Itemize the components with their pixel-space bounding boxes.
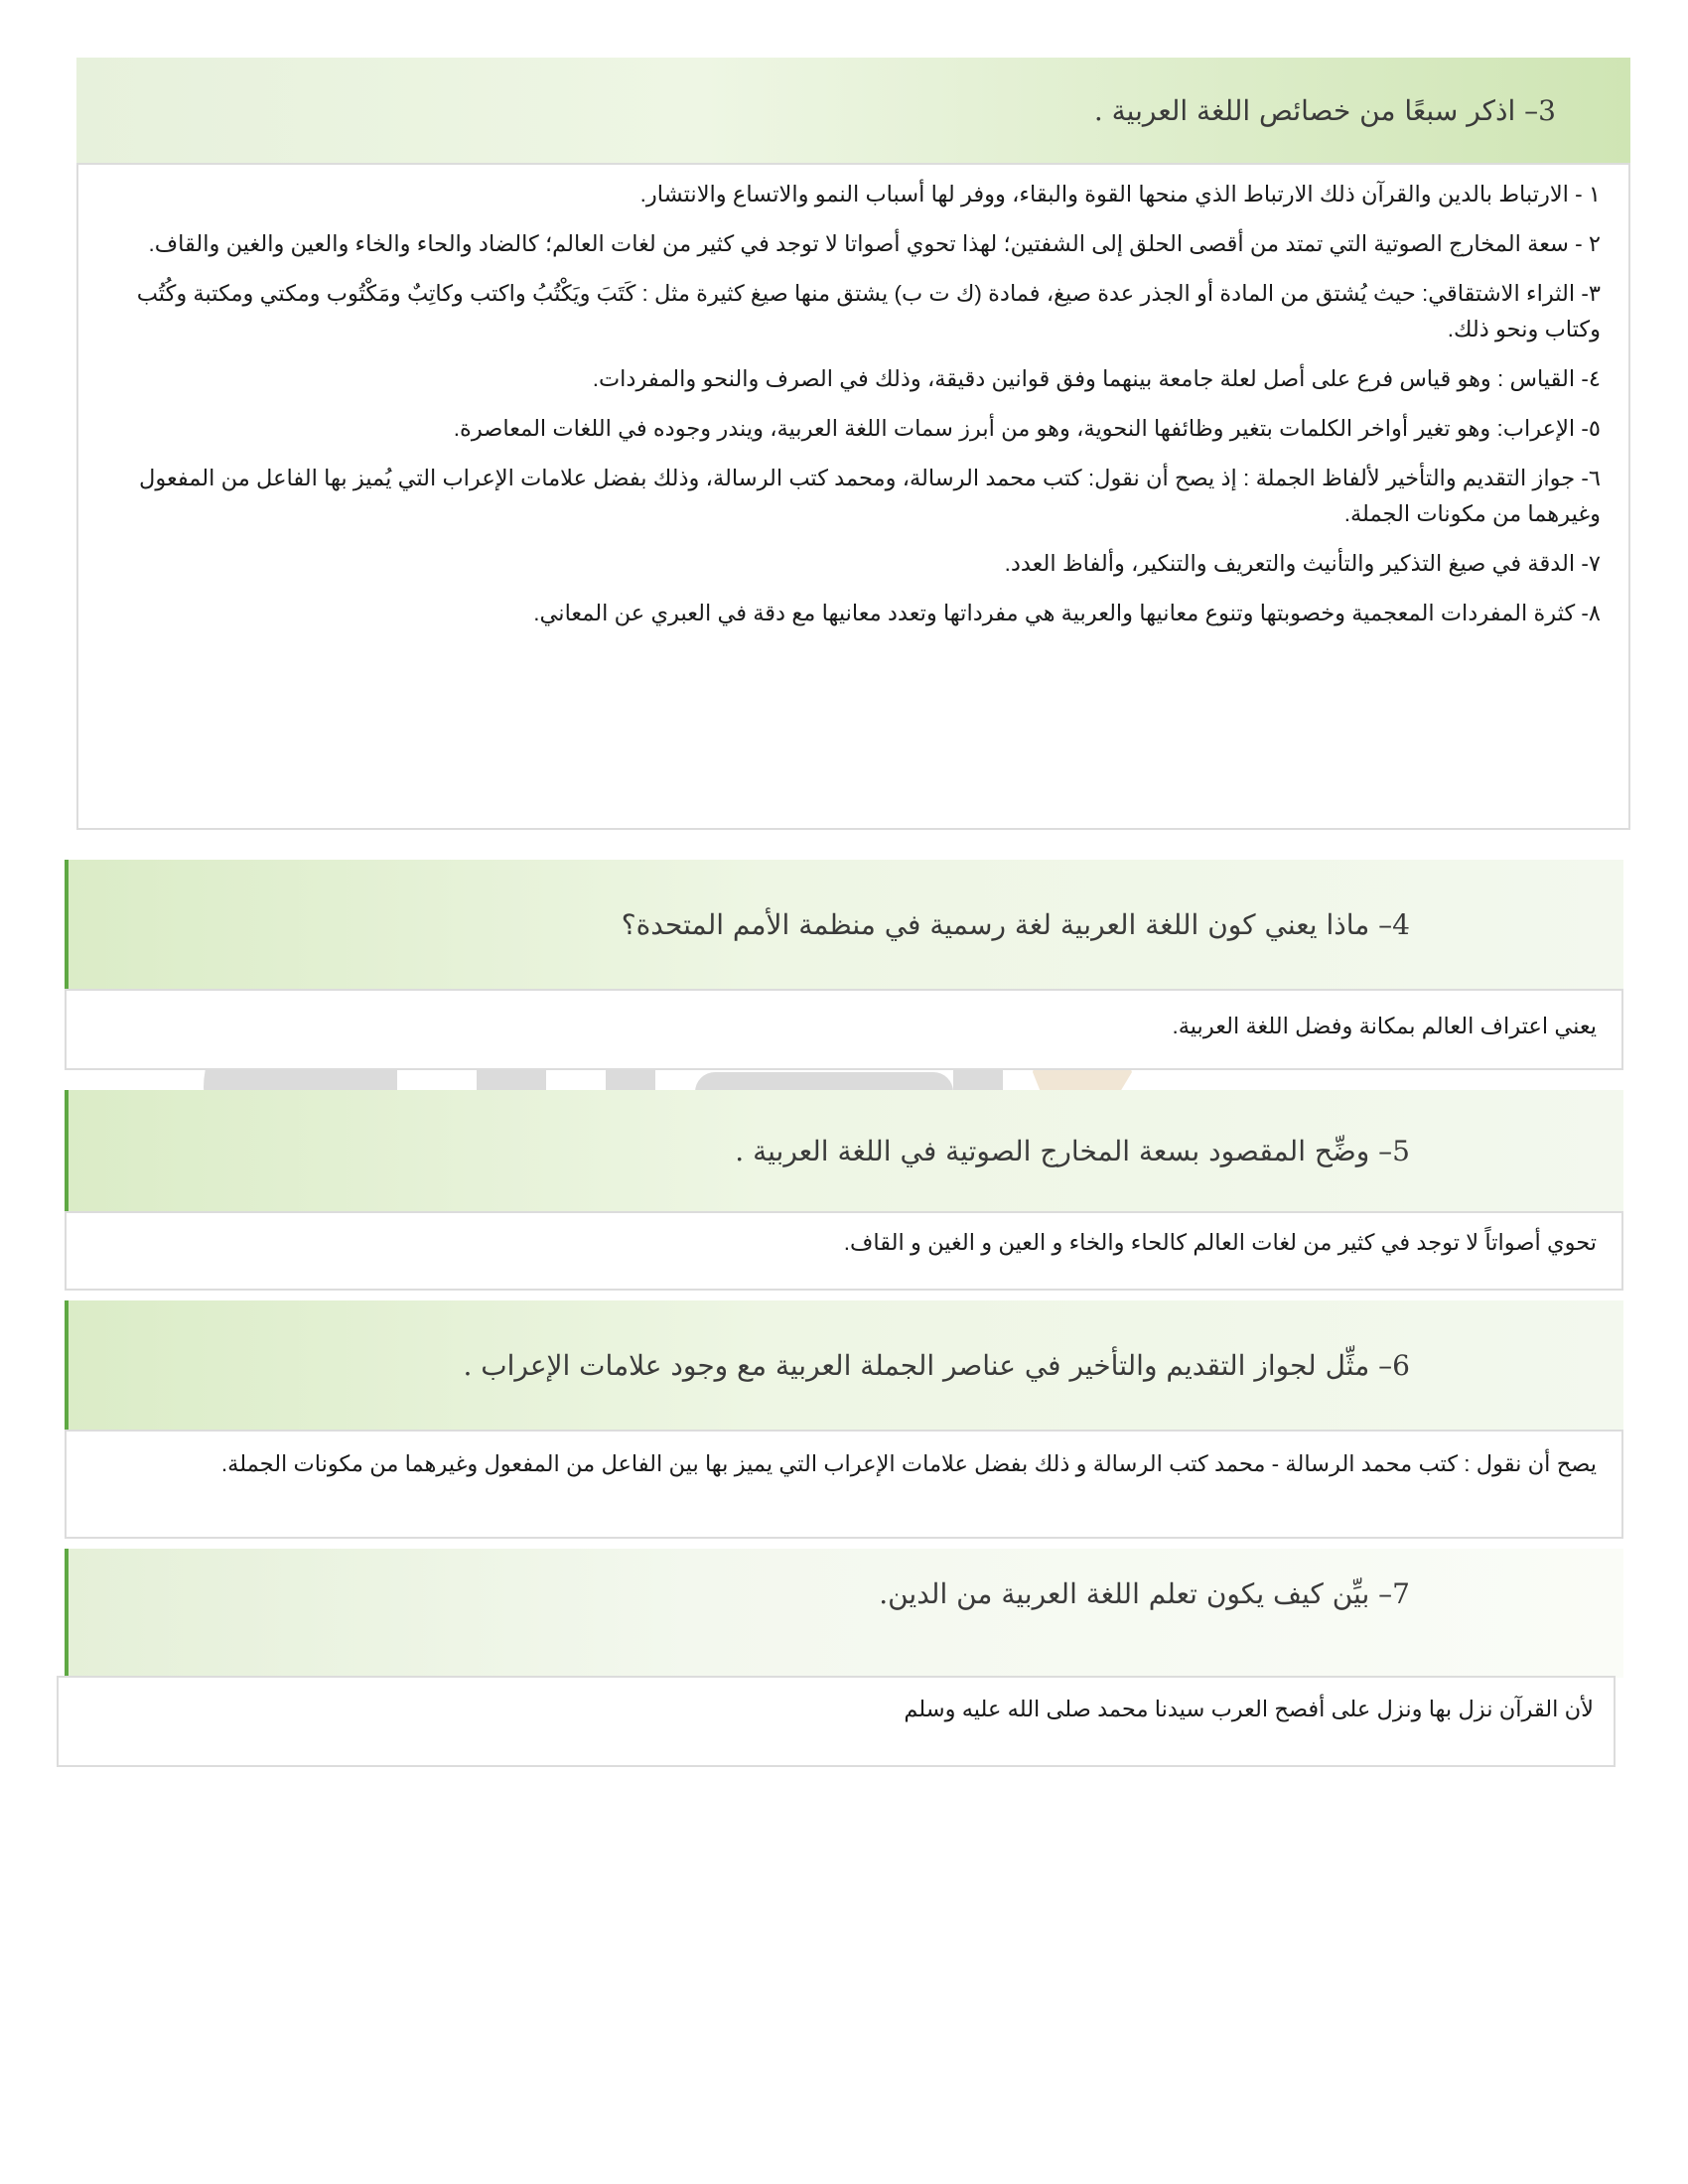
- answer-3-box: [76, 163, 1630, 830]
- question-7-header: [65, 1549, 1623, 1678]
- question-3-title: [1094, 58, 1556, 163]
- answer-3-item: ٤- القياس : وهو قياس فرع على أصل لعلة جامعة بينهما وفق قوانين دقيقة، وذلك في الصرف والنحو والمفردات.: [592, 366, 1601, 391]
- question-5-title: [735, 1090, 1410, 1211]
- question-4-header: [65, 860, 1623, 989]
- answer-3-item: ٢ - سعة المخارج الصوتية التي تمتد من أقصى الحلق إلى الشفتين؛ لهذا تحوي أصواتا لا توجد في كثير من لغات العالم؛ كالضاد والحاء والخاء والعين والغين والقاف.: [148, 231, 1601, 256]
- question-5-text: وضِّح المقصود بسعة المخارج الصوتية في اللغة العربية .: [735, 1134, 1370, 1167]
- question-6-header: [65, 1300, 1623, 1430]
- question-3-header: [76, 58, 1630, 163]
- question-5-header: [65, 1090, 1623, 1211]
- question-4-text: ماذا يعني كون اللغة العربية لغة رسمية في منظمة الأمم المتحدة؟: [621, 907, 1370, 941]
- question-4-title: [622, 860, 1410, 989]
- question-6-text: مثِّل لجواز التقديم والتأخير في عناصر الجملة العربية مع وجود علامات الإعراب .: [463, 1348, 1370, 1382]
- answer-7-box: [57, 1676, 1616, 1767]
- question-7-text: بيِّن كيف يكون تعلم اللغة العربية من الدين.: [879, 1576, 1370, 1610]
- question-4-number: 4–: [1378, 907, 1410, 941]
- answer-5-box: [65, 1211, 1623, 1291]
- answer-3-item: ٦- جواز التقديم والتأخير لألفاظ الجملة : إذ يصح أن نقول: كتب محمد الرسالة، ومحمد كتب الرسالة، وذلك بفضل علامات الإعراب التي يُميز بها الفاعل من المفعول وغيرهما من مكونات الجملة.: [139, 466, 1601, 526]
- question-5-number: 5–: [1378, 1134, 1410, 1167]
- question-7-title: [879, 1509, 1410, 1678]
- answer-7-text: لأن القرآن نزل بها ونزل على أفصح العرب سيدنا محمد صلى الله عليه وسلم: [904, 1697, 1594, 1721]
- question-6-title: [463, 1300, 1410, 1430]
- answer-6-text: يصح أن نقول : كتب محمد الرسالة - محمد كتب الرسالة و ذلك بفضل علامات الإعراب التي يميز بها بين الفاعل من المفعول وغيرهما من مكونات الجملة.: [220, 1451, 1597, 1476]
- question-3-number: 3–: [1524, 93, 1556, 127]
- answer-5-text: تحوي أصواتاً لا توجد في كثير من لغات العالم كالحاء والخاء و العين و الغين و القاف.: [843, 1230, 1597, 1255]
- answer-4-box: [65, 989, 1623, 1070]
- answer-3-item: ٨- كثرة المفردات المعجمية وخصوبتها وتنوع معانيها والعربية هي مفرداتها وتعدد معانيها مع دقة في العبري عن المعاني.: [533, 601, 1601, 625]
- question-6-number: 6–: [1378, 1348, 1410, 1382]
- answer-3-item: ١ - الارتباط بالدين والقرآن ذلك الارتباط الذي منحها القوة والبقاء، ووفر لها أسباب النمو والاتساع والانتشار.: [639, 182, 1601, 206]
- answer-3-item: ٥- الإعراب: وهو تغير أواخر الكلمات بتغير وظائفها النحوية، وهو من أبرز سمات اللغة العربية، ويندر وجوده في اللغات المعاصرة.: [453, 416, 1601, 441]
- question-7-number: 7–: [1378, 1576, 1410, 1610]
- question-3-text: اذكر سبعًا من خصائص اللغة العربية .: [1093, 93, 1516, 127]
- answer-3-item: ٧- الدقة في صيغ التذكير والتأنيث والتعريف والتنكير، وألفاظ العدد.: [1004, 551, 1601, 576]
- answer-3-item: ٣- الثراء الاشتقاقي: حيث يُشتق من المادة أو الجذر عدة صيغ، فمادة (ك ت ب) يشتق منها صيغ كثيرة مثل : كَتَبَ ويَكْتُبُ واكتب وكاتِبٌ ومَكْتُوب ومكتي ومكتبة وكُتُب وكتاب ونحو ذلك.: [136, 281, 1601, 341]
- answer-4-text: يعني اعتراف العالم بمكانة وفضل اللغة العربية.: [1172, 1014, 1597, 1038]
